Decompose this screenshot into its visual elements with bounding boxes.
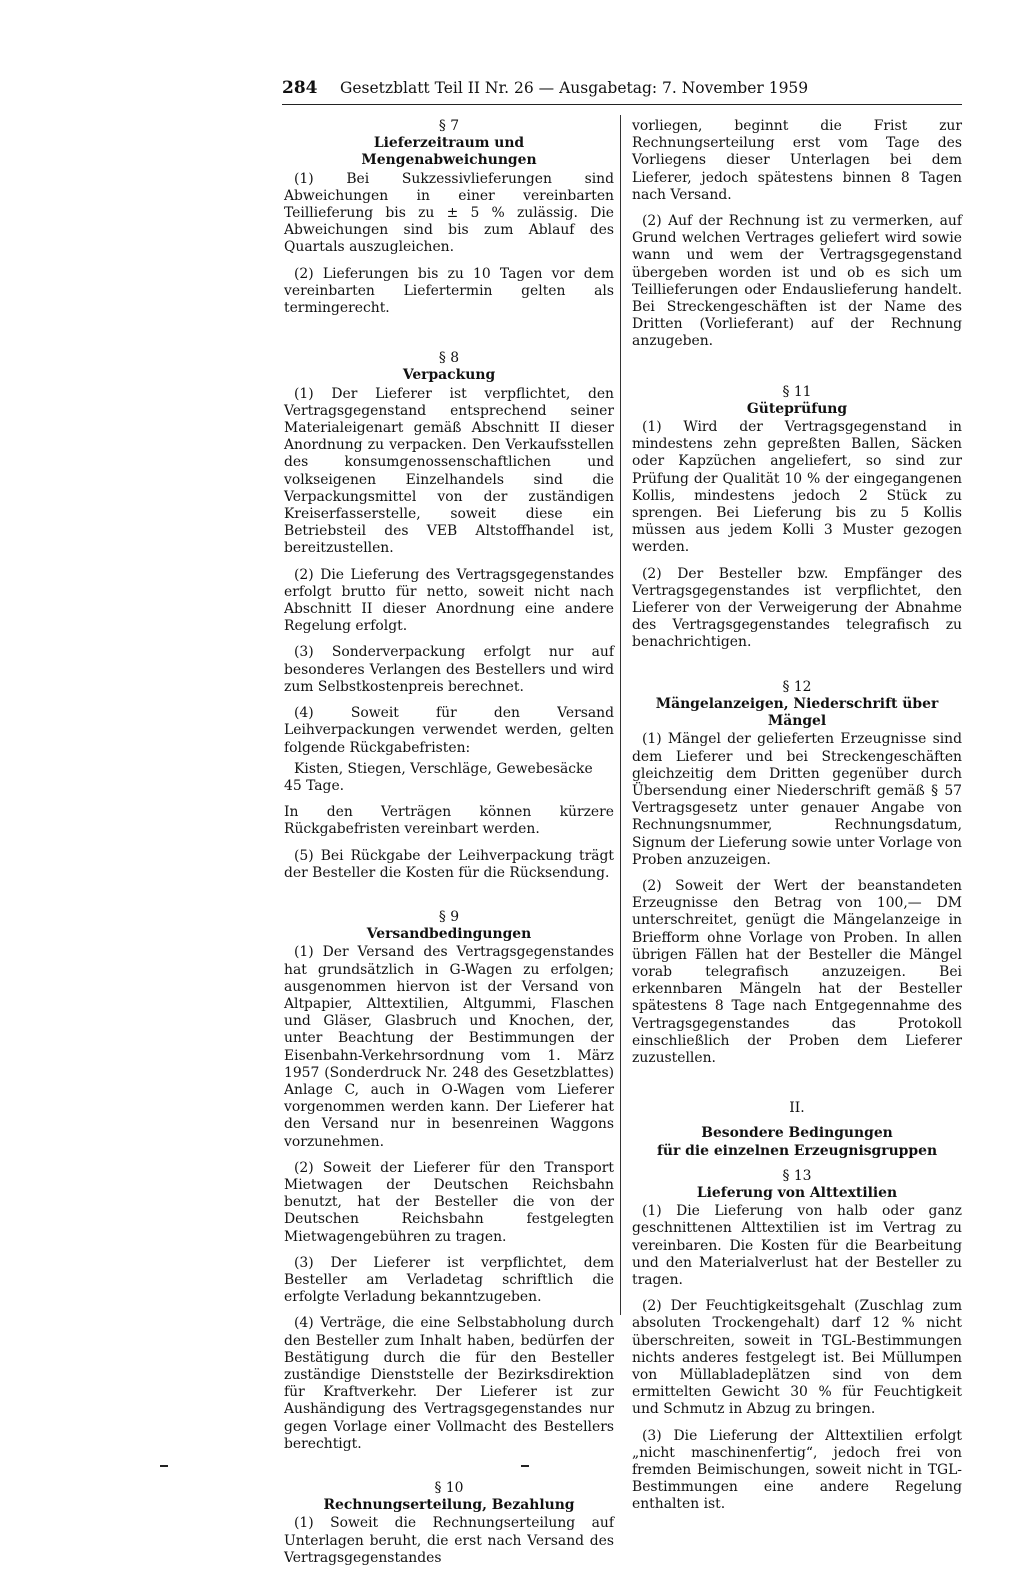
section-12-paragraph-1: (1) Mängel der gelieferten Erzeugnisse sind dem Lieferer und bei Streckengeschäften gleichzeitig dem Dritten gegenüber durch Übersendung einer Niederschrift gemäß § 57 Vertragsgesetz unter genauer Angabe von Rechnungsnummer, Rechnungsdatum, Signum der Lieferung sowie unter Vorlage von Proben anzuzeigen. xyxy=(632,731,962,868)
section-10-title: Rechnungserteilung, Bezahlung xyxy=(323,1497,575,1514)
section-11-paragraph-1: (1) Wird der Vertragsgegenstand in mindestens zehn gepreßten Ballen, Säcken oder Kapzüchen angeliefert, so sind zur Prüfung der Qualität 10 % der eingegangenen Kollis, mindestens jedoch 2 Stück zu sprengen. Bei Lieferung bis zu 5 Kollis müssen aus jedem Kolli 3 Muster gezogen werden. xyxy=(632,419,962,556)
section-11-title: Güteprüfung xyxy=(746,400,848,417)
column-divider xyxy=(620,115,621,1315)
section-8-paragraph-3: (3) Sonderverpackung erfolgt nur auf besonderes Verlangen des Bestellers und wird zum Selbstkostenpreis berechnet. xyxy=(284,644,614,695)
header-title: Gesetzblatt Teil II Nr. 26 — Ausgabetag: 7. November 1959 xyxy=(340,79,809,97)
section-12-number: § 12 xyxy=(782,678,812,695)
section-9-paragraph-4: (4) Verträge, die eine Selbstabholung durch den Besteller zum Inhalt haben, bedürfen der Bestätigung durch die für den Besteller zuständige Dienststelle der Bezirksdirektion für Kraftverkehr. Der Lieferer ist zur Aushändigung des Vertragsgegenstandes nur gegen Vorlage einer Vollmacht des Bestellers berechtigt. xyxy=(284,1315,614,1452)
section-7-title: Lieferzeitraum und Mengenabweichungen xyxy=(361,135,537,169)
section-10-paragraph-2: (2) Auf der Rechnung ist zu vermerken, auf Grund welchen Vertrages geliefert wird sowie wann und wem der Vertragsgegenstand übergeben worden ist und ob es sich um Teillieferungen oder Endauslieferung handelt. Bei Streckengeschäften ist der Name des Dritten (Vorlieferant) auf der Rechnung anzugeben. xyxy=(632,213,962,350)
section-8-paragraph-2: (2) Die Lieferung des Vertragsgegenstandes erfolgt brutto für netto, soweit nicht nach Abschnitt II dieser Anordnung eine andere Regelung erfolgt. xyxy=(284,566,614,635)
section-9-number: § 9 xyxy=(438,908,460,925)
section-9-paragraph-1: (1) Der Versand des Vertragsgegenstandes hat grundsätzlich in G-Wagen zu erfolgen; ausgenommen hiervon ist der Versand von Altpapier, Alttextilien, Altgummi, Flaschen und Gläser, Glasbruch und Knochen, der, unter Beachtung der Bestimmungen der Eisenbahn-Verkehrsordnung vom 1. März 1957 (Sonderdruck Nr. 248 des Gesetzblattes) Anlage C, auch in O-Wagen vom Lieferer vorgenommen werden kann. Der Lieferer hat den Versand nur in besenreinen Waggons vorzunehmen. xyxy=(284,944,614,1150)
section-8-title: Verpackung xyxy=(402,367,496,384)
section-7-number: § 7 xyxy=(438,118,460,134)
part-2-title-line-1: Besondere Bedingungen xyxy=(701,1125,893,1142)
section-8-paragraph-1: (1) Der Lieferer ist verpflichtet, den Vertragsgegenstand entsprechend seiner Materialeigenart gemäß Abschnitt II dieser Anordnung zu verpacken. Den Verkaufsstellen des konsumgenossenschaftlichen und volkseigenen Einzelhandels sind die Verpackungsmittel von der zuständigen Kreiserfasserstelle, soweit diese ein Betriebsteil des VEB Altstoffhandel ist, bereitzustellen. xyxy=(284,385,614,557)
section-8-paragraph-4: (4) Soweit für den Versand Leihverpackungen verwendet werden, gelten folgende Rückgabefristen: xyxy=(284,705,614,756)
section-9-paragraph-2: (2) Soweit der Lieferer für den Transport Mietwagen der Deutschen Reichsbahn benutzt, hat der Besteller die von der Deutschen Reichsbahn festgelegten Mietwagengebühren zu tragen. xyxy=(284,1159,614,1245)
section-10-paragraph-1: (1) Soweit die Rechnungserteilung auf Unterlagen beruht, die erst nach Versand des Vertragsgegenstandes xyxy=(284,1515,614,1566)
section-9-paragraph-3: (3) Der Lieferer ist verpflichtet, dem Besteller am Verladetag schriftlich die erfolgte Verladung bekanntzugeben. xyxy=(284,1254,614,1306)
part-2-number: II. xyxy=(789,1100,805,1117)
page-number: 284 xyxy=(282,78,318,98)
part-2-title-line-2: für die einzelnen Erzeugnisgruppen xyxy=(656,1142,938,1159)
section-8-paragraph-4-continuation: In den Verträgen können kürzere Rückgabefristen vereinbart werden. xyxy=(284,804,614,838)
section-11-number: § 11 xyxy=(782,383,812,400)
section-13-paragraph-3: (3) Die Lieferung der Alttextilien erfolgt „nicht maschinenfertig“, jedoch frei von fremden Beimischungen, soweit nicht in TGL-Bestimmungen eine andere Regelung enthalten ist. xyxy=(632,1427,962,1513)
page-header xyxy=(282,75,962,101)
header-rule xyxy=(282,104,962,105)
section-7-paragraph-2: (2) Lieferungen bis zu 10 Tagen vor dem vereinbarten Liefertermin gelten als termingerecht. xyxy=(284,265,614,317)
section-12-title: Mängelanzeigen, Niederschrift über Mängel xyxy=(655,695,939,730)
section-13-paragraph-1: (1) Die Lieferung von halb oder ganz geschnittenen Alttextilien ist im Vertrag zu vereinbaren. Die Kosten für die Bearbeitung und den Materialverlust hat der Besteller zu tragen. xyxy=(632,1203,962,1288)
section-7-paragraph-1: (1) Bei Sukzessivlieferungen sind Abweichungen in einer vereinbarten Teillieferung bis zu ± 5 % zulässig. Die Abweichungen sind bis zum Ablauf des Quartals auszugleichen. xyxy=(284,170,614,256)
section-8-number: § 8 xyxy=(438,350,460,367)
section-13-paragraph-2: (2) Der Feuchtigkeitsgehalt (Zuschlag zum absoluten Trockengehalt) darf 12 % nicht überschreiten, soweit in TGL-Bestimmungen nichts anderes festgelegt ist. Bei Müllumpen von Müllabladeplätzen sind von dem ermittelten Gewicht 30 % für Feuchtigkeit und Schmutz in Abzug zu bringen. xyxy=(632,1298,962,1418)
section-9-title: Versandbedingungen xyxy=(366,926,532,943)
section-10-number: § 10 xyxy=(434,1480,464,1497)
section-10-paragraph-1-continuation: vorliegen, beginnt die Frist zur Rechnungserteilung erst vom Tage des Vorliegens dieser Unterlagen bei dem Lieferer, jedoch spätestens binnen 8 Tagen nach Versand. xyxy=(632,118,962,203)
section-12-paragraph-2: (2) Soweit der Wert der beanstandeten Erzeugnisse den Betrag von 100,— DM unterschreitet, genügt die Mängelanzeige in Briefform ohne Vorlage von Proben. In allen übrigen Fällen hat der Besteller die Mängel vorab telegrafisch anzuzeigen. Bei erkennbaren Mängeln hat der Besteller spätestens 8 Tage nach Entgegennahme des Vertragsgegenstandes das Protokoll einschließlich der Proben dem Lieferer zuzustellen. xyxy=(632,877,962,1066)
print-mark xyxy=(160,1465,168,1467)
section-13-title: Lieferung von Alttextilien xyxy=(696,1184,898,1201)
print-mark xyxy=(521,1465,529,1467)
left-column xyxy=(284,118,614,1576)
right-column xyxy=(632,118,962,1523)
section-11-paragraph-2: (2) Der Besteller bzw. Empfänger des Vertragsgegenstandes ist verpflichtet, den Lieferer von der Verweigerung der Abnahme des Vertragsgegenstandes telegrafisch zu benachrichtigen. xyxy=(632,565,962,651)
section-8-paragraph-4-item: Kisten, Stiegen, Verschläge, Gewebesäcke 45 Tage. xyxy=(284,760,593,794)
section-8-paragraph-5: (5) Bei Rückgabe der Leihverpackung trägt der Besteller die Kosten für die Rücksendung. xyxy=(284,847,614,881)
section-13-number: § 13 xyxy=(782,1167,812,1184)
